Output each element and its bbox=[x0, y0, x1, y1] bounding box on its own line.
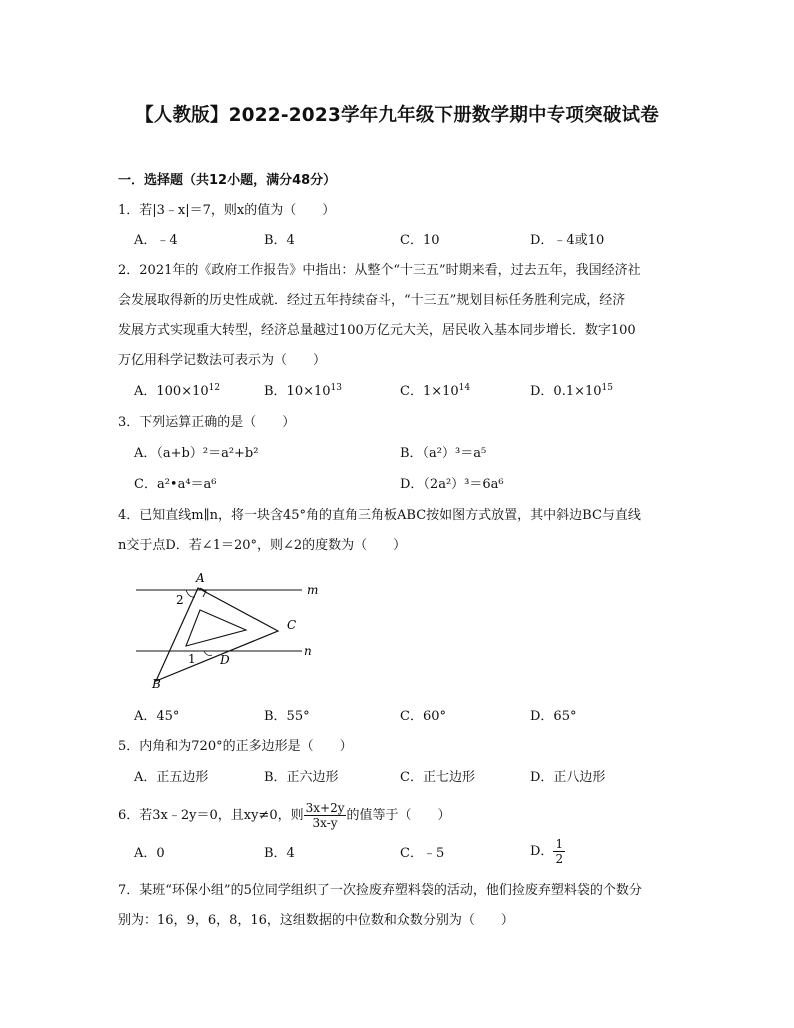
q6-option-d-numerator: 1 bbox=[555, 837, 564, 851]
question-5-stem: 5．内角和为720°的正多边形是（ ） bbox=[118, 739, 353, 754]
question-2-line-1: 2．2021年的《政府工作报告》中指出：从整个“十三五”时期来看，过去五年，我国经济社 bbox=[118, 263, 641, 278]
label-a: A bbox=[196, 571, 205, 585]
q6-option-d-prefix: D． bbox=[530, 844, 554, 859]
question-2-line-4: 万亿用科学记数法可表示为（ ） bbox=[118, 353, 327, 368]
q5-option-c: C．正七边形 bbox=[400, 770, 475, 785]
q6-option-d bbox=[530, 836, 565, 868]
q3-option-b: B．（a²）³＝a⁵ bbox=[400, 446, 487, 461]
q3-option-d: D．（2a²）³＝6a⁶ bbox=[400, 477, 504, 492]
question-6-stem bbox=[118, 800, 451, 832]
q1-option-d: D．﹣4或10 bbox=[530, 233, 605, 248]
q4-option-c: C．60° bbox=[400, 709, 446, 724]
question-1-stem: 1．若|3﹣x|＝7，则x的值为（ ） bbox=[118, 203, 336, 218]
question-7-line-2: 别为：16，9，6，8，16，这组数据的中位数和众数分别为（ ） bbox=[118, 913, 514, 928]
label-d: D bbox=[220, 653, 230, 667]
q2-option-b: B．$10\times 10^{13}$ bbox=[264, 383, 342, 399]
q6-option-c: C．﹣5 bbox=[400, 846, 445, 861]
q6-option-b: B．4 bbox=[264, 846, 295, 861]
q5-option-b: B．正六边形 bbox=[264, 770, 339, 785]
page-title: 【人教版】2022-2023学年九年级下册数学期中专项突破试卷 bbox=[135, 105, 659, 126]
q2-option-d: D．$0.1\times 10^{15}$ bbox=[530, 383, 613, 399]
section-heading: 一．选择题（共12小题，满分48分） bbox=[118, 173, 337, 188]
q4-option-d: D．65° bbox=[530, 709, 577, 724]
q3-option-c: C．a²•a⁴＝a⁶ bbox=[134, 477, 217, 492]
geometry-figure bbox=[134, 568, 324, 696]
question-2-line-2: 会发展取得新的历史性成就．经过五年持续奋斗，“十三五”规划目标任务胜利完成，经济 bbox=[118, 293, 626, 308]
q6-fraction-denominator: 3x-y bbox=[312, 816, 338, 830]
label-n: n bbox=[304, 644, 312, 658]
angle-1-arc bbox=[204, 651, 212, 656]
question-2-line-3: 发展方式实现重大转型，经济总量越过100万亿元大关，居民收入基本同步增长．数字100 bbox=[118, 323, 636, 338]
question-4-line-2: n交于点D．若∠1＝20°，则∠2的度数为（ ） bbox=[118, 538, 407, 553]
q1-option-b: B．4 bbox=[264, 233, 295, 248]
q5-option-d: D．正八边形 bbox=[530, 770, 606, 785]
label-b: B bbox=[152, 677, 161, 691]
angle-2-arc bbox=[186, 590, 195, 597]
q6-option-d-denominator: 2 bbox=[555, 852, 564, 866]
question-4-line-1: 4．已知直线m∥n，将一块含45°角的直角三角板ABC按如图方式放置，其中斜边BC与直线 bbox=[118, 508, 641, 523]
q6-stem-pre: 6．若3x﹣2y＝0，且xy≠0，则 bbox=[118, 808, 304, 823]
q6-option-a: A．0 bbox=[134, 846, 165, 861]
q3-option-a: A．（a+b）²＝a²+b² bbox=[134, 446, 259, 461]
q2-option-a: A．$100\times 10^{12}$ bbox=[134, 383, 221, 399]
q6-fraction bbox=[304, 801, 347, 830]
label-m: m bbox=[307, 583, 319, 597]
q6-option-d-fraction bbox=[553, 837, 565, 866]
label-c: C bbox=[287, 618, 297, 632]
q1-option-a: A．﹣4 bbox=[134, 233, 178, 248]
q6-fraction-numerator: 3x+2y bbox=[305, 801, 345, 815]
q4-option-b: B．55° bbox=[264, 709, 310, 724]
q6-stem-post: 的值等于（ ） bbox=[346, 808, 451, 823]
question-3-stem: 3．下列运算正确的是（ ） bbox=[118, 415, 296, 430]
triangle-outer bbox=[156, 588, 278, 681]
triangle-inner bbox=[186, 610, 246, 646]
label-1: 1 bbox=[188, 652, 196, 666]
q4-option-a: A．45° bbox=[134, 709, 180, 724]
q5-option-a: A．正五边形 bbox=[134, 770, 209, 785]
q2-option-c: C．$1\times 10^{14}$ bbox=[400, 383, 471, 399]
geometry-figure-svg bbox=[134, 568, 324, 692]
q1-option-c: C．10 bbox=[400, 233, 440, 248]
question-7-line-1: 7．某班“环保小组”的5位同学组织了一次捡废弃塑料袋的活动，他们捡废弃塑料袋的个数分 bbox=[118, 883, 642, 898]
label-2: 2 bbox=[176, 593, 184, 607]
